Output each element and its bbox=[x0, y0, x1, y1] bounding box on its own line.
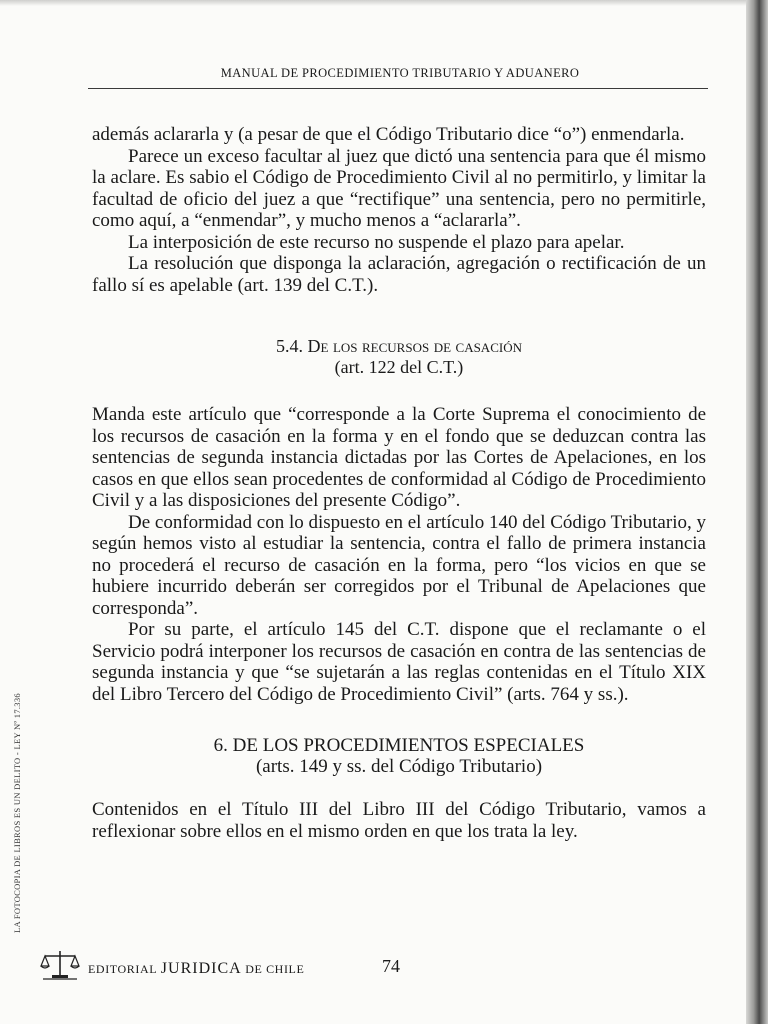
paragraph: La interposición de este recurso no suspende el plazo para apelar. bbox=[128, 231, 625, 253]
page-footer bbox=[40, 948, 660, 984]
scales-of-justice-icon bbox=[40, 948, 80, 980]
copyright-side-note: LA FOTOCOPIA DE LIBROS ES UN DELITO - LEY Nº 17.336 bbox=[12, 693, 22, 933]
paragraph: La resolución que disponga la aclaración, agregación o rectificación de un fallo sí es apelable (art. 139 del C.T.). bbox=[92, 253, 706, 296]
paragraph: Manda este artículo que “corresponde a la Corte Suprema el conocimiento de los recursos de casación en la forma y en el fondo que se deduzcan contra las sentencias de segunda instancia dictadas por las Cortes de Apelaciones, en los casos en que ellos sean procedentes de conformidad al Código de Procedimiento Civil y a las disposiciones del presente Código”. bbox=[92, 404, 706, 511]
section-heading: 6. DE LOS PROCEDIMIENTOS ESPECIALES bbox=[213, 735, 585, 756]
paragraph: Parece un exceso facultar al juez que dictó una sentencia para que él mismo la aclare. Es sabio el Código de Procedimiento Civil al no permitirlo, y limitar la facultad de oficio del juez a que “rectifique” una sentencia, pero no permitirle, como aquí, a “enmendar”, y mucho menos a “aclararla”. bbox=[92, 145, 706, 231]
section-heading: 5.4. De los recursos de casación bbox=[276, 336, 522, 356]
paragraph: además aclararla y (a pesar de que el Código Tributario dice “o”) enmendarla. bbox=[92, 124, 685, 145]
publisher-name: JURIDICA bbox=[160, 960, 242, 977]
page-binding-edge bbox=[746, 0, 768, 1024]
running-head: MANUAL DE PROCEDIMIENTO TRIBUTARIO Y ADUANERO bbox=[220, 66, 580, 80]
paragraph: Por su parte, el artículo 145 del C.T. dispone que el reclamante o el Servicio podrá interponer los recursos de casación en contra de las sentencias de segunda instancia y que “se sujetarán a las reglas contenidas en el Título XIX del Libro Tercero del Código de Procedimiento Civil” (arts. 764 y ss.). bbox=[92, 619, 706, 705]
section-subheading: (art. 122 del C.T.) bbox=[334, 357, 464, 377]
paragraph: De conformidad con lo dispuesto en el artículo 140 del Código Tributario, y según hemos visto al estudiar la sentencia, contra el fallo de primera instancia no procederá el recurso de casación en la forma, pero “los vicios en que se hubiere incurrido deberán ser corregidos por el Tribunal de Apelaciones que corresponda”. bbox=[92, 511, 706, 619]
header-rule bbox=[88, 88, 708, 89]
publisher-prefix: EDITORIAL bbox=[88, 962, 158, 976]
paragraph: Contenidos en el Título III del Libro III del Código Tributario, vamos a reflexionar sobre ellos en el mismo orden en que los trata la ley. bbox=[92, 799, 706, 842]
body-text bbox=[92, 124, 706, 842]
publisher-suffix: DE CHILE bbox=[245, 962, 305, 976]
publisher-imprint bbox=[88, 960, 304, 978]
section-subheading: (arts. 149 y ss. del Código Tributario) bbox=[255, 756, 543, 777]
page-top-shadow bbox=[0, 0, 768, 6]
page-number: 74 bbox=[382, 956, 400, 976]
